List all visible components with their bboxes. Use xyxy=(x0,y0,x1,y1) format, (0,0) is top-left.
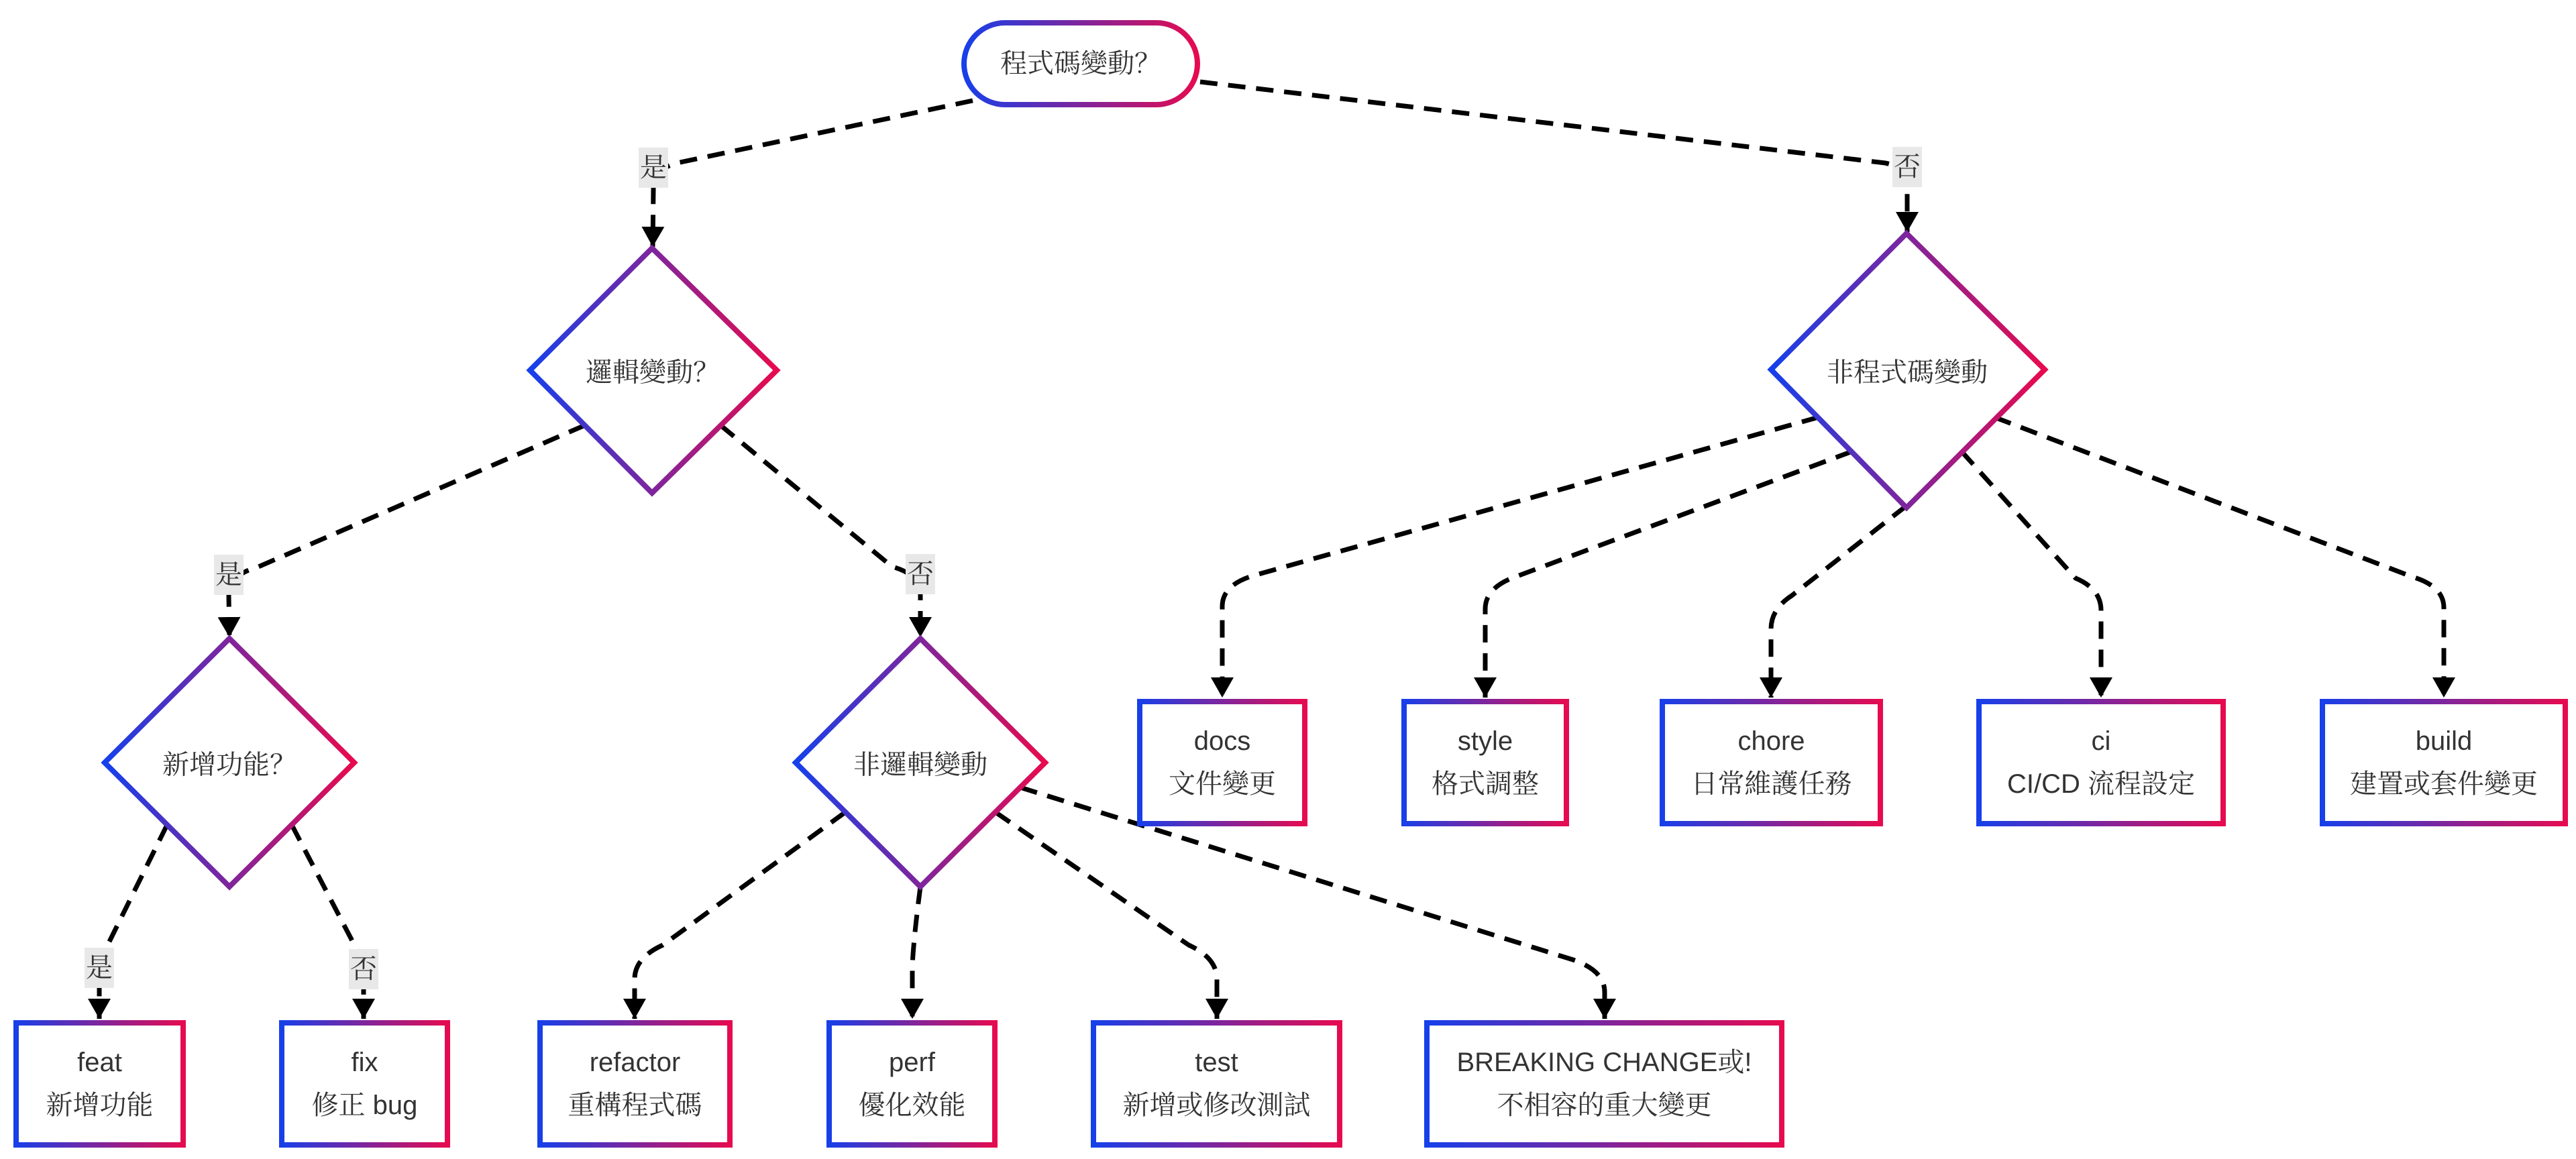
node-root-label: 程式碼變動？ xyxy=(1000,49,1161,78)
node-breaking-change-desc: 不相容的重大變更 xyxy=(1497,1091,1712,1120)
node-chore-desc: 日常維護任務 xyxy=(1690,769,1852,799)
edge-root-to-noncode xyxy=(1200,82,1907,232)
node-fix xyxy=(279,1020,450,1148)
edge-noncode-to-docs xyxy=(1222,417,1819,698)
node-test xyxy=(1091,1020,1342,1148)
node-build-desc: 建置或套件變更 xyxy=(2350,769,2538,799)
edge-logic-to-newfeature xyxy=(229,425,585,637)
node-perf-code: perf xyxy=(889,1048,935,1077)
node-test-desc: 新增或修改測試 xyxy=(1122,1091,1311,1120)
node-feat-desc: 新增功能 xyxy=(46,1091,154,1120)
node-chore-code: chore xyxy=(1737,726,1805,756)
node-perf xyxy=(826,1020,998,1148)
edge-newfeature-to-feat xyxy=(99,825,167,1019)
node-test-inner xyxy=(1096,1026,1337,1142)
edge-noncode-to-build xyxy=(1994,417,2444,698)
node-fix-code: fix xyxy=(351,1048,378,1077)
node-perf-desc: 優化效能 xyxy=(858,1091,966,1120)
edge-noncode-to-chore xyxy=(1771,506,1907,698)
edge-nonlogic-to-test xyxy=(996,812,1217,1019)
node-style-inner xyxy=(1407,704,1564,821)
node-ci-desc: CI/CD 流程設定 xyxy=(2007,769,2195,799)
node-fix-inner xyxy=(284,1026,445,1142)
edge-newfeature-to-fix xyxy=(292,825,364,1019)
node-docs-inner xyxy=(1142,704,1302,821)
decision-logic-label: 邏輯變動？ xyxy=(586,357,720,388)
node-style-desc: 格式調整 xyxy=(1432,769,1539,799)
decision-noncode-label: 非程式碼變動 xyxy=(1827,357,1988,388)
decision-newfeature-label: 新增功能？ xyxy=(162,750,297,780)
edge-nonlogic-to-perf xyxy=(912,887,920,1019)
node-refactor xyxy=(537,1020,733,1148)
node-feat-inner xyxy=(19,1026,180,1142)
node-build-inner xyxy=(2325,704,2563,821)
node-docs-code: docs xyxy=(1193,726,1251,756)
edge-nonlogic-to-refactor xyxy=(635,812,845,1019)
node-refactor-desc: 重構程式碼 xyxy=(568,1091,702,1120)
node-style xyxy=(1401,699,1569,826)
node-ci-code: ci xyxy=(2091,726,2111,756)
edge-label-feature-no: 否 xyxy=(349,949,378,989)
node-test-code: test xyxy=(1195,1048,1238,1077)
node-ci-inner xyxy=(1982,704,2220,821)
node-docs-desc: 文件變更 xyxy=(1169,769,1276,799)
edge-logic-to-nonlogic xyxy=(720,425,920,637)
node-root-question xyxy=(961,20,1200,107)
edge-label-root-yes: 是 xyxy=(639,148,668,188)
node-chore-inner xyxy=(1665,704,1878,821)
node-feat xyxy=(13,1020,186,1148)
edge-noncode-to-style xyxy=(1485,451,1852,698)
node-breaking-change-inner xyxy=(1430,1026,1779,1142)
edge-noncode-to-ci xyxy=(1962,451,2101,698)
node-docs xyxy=(1137,699,1307,826)
node-breaking-change-code: BREAKING CHANGE或! xyxy=(1456,1048,1752,1077)
node-breaking-change xyxy=(1424,1020,1784,1148)
edge-label-logic-yes: 是 xyxy=(214,555,244,595)
decision-nonlogic-label: 非邏輯變動 xyxy=(853,750,987,780)
node-style-code: style xyxy=(1457,726,1513,756)
node-perf-inner xyxy=(832,1026,992,1142)
node-chore xyxy=(1660,699,1883,826)
edge-label-logic-no: 否 xyxy=(906,554,935,594)
node-ci xyxy=(1976,699,2226,826)
edge-label-feature-yes: 是 xyxy=(85,948,114,988)
edge-root-to-logic xyxy=(653,101,973,247)
node-fix-desc: 修正 bug xyxy=(311,1091,418,1120)
node-feat-code: feat xyxy=(77,1048,122,1077)
node-root-inner xyxy=(967,25,1195,102)
node-refactor-inner xyxy=(543,1026,727,1142)
node-refactor-code: refactor xyxy=(589,1048,681,1077)
node-build-code: build xyxy=(2415,726,2473,756)
edge-label-root-no: 否 xyxy=(1892,147,1922,187)
node-build xyxy=(2320,699,2568,826)
